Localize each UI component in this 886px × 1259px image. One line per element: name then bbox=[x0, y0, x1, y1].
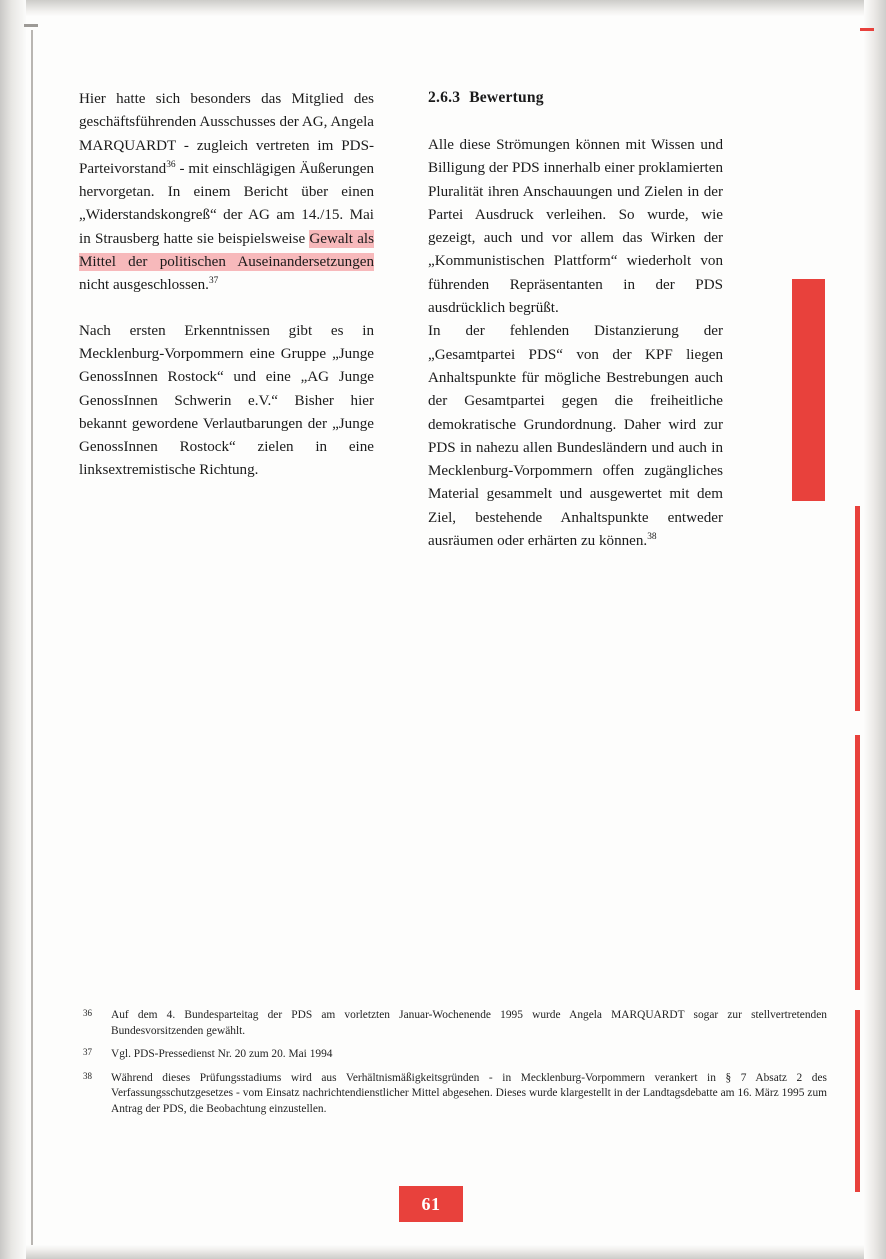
footnote-number: 37 bbox=[83, 1047, 92, 1058]
footnotes-block bbox=[79, 1008, 827, 1126]
page-number-badge: 61 bbox=[399, 1186, 463, 1222]
right-text-column bbox=[428, 88, 723, 553]
section-number: 2.6.3 bbox=[428, 89, 461, 106]
footnote-text: Auf dem 4. Bundesparteitag der PDS am vorletzten Januar-Wochenende 1995 wurde Angela MARQUARDT sogar zur stellvertretenden Bundesvorsitzenden gewählt. bbox=[111, 1009, 827, 1037]
footnote-text: Während dieses Prüfungsstadiums wird aus Verhältnismäßigkeitsgründen - in Mecklenburg-Vorpommern verankert in § 7 Absatz 2 des Verfassungsschutzgesetzes - vom Einsatz nachrichtendienstlicher Mittel abgesehen. Dieses wurde klargestellt in der Landtagsdebatte am 16. März 1995 zum Antrag der PDS, die Beobachtung einzustellen. bbox=[111, 1071, 827, 1115]
footnote bbox=[79, 1008, 827, 1039]
highlighted-text: Gewalt als Mittel der politischen Auseinandersetzungen bbox=[79, 230, 374, 271]
paragraph: In der fehlenden Distanzierung der „Gesamtpartei PDS“ von der KPF liegen Anhaltspunkte für mögliche Bestrebungen auch der Gesamtpartei gegen die freiheitliche demokratische Grundordnung. Daher wird zur PDS in nahezu allen Bundesländern und auch in Mecklenburg-Vorpommern offen zugängliches Material gesammelt und ausgewertet mit dem Ziel, bestehende Anhaltspunkte entweder ausräumen oder erhärten zu können.$^{38}$ bbox=[428, 323, 723, 550]
footnote-text: Vgl. PDS-Pressedienst Nr. 20 zum 20. Mai 1994 bbox=[111, 1048, 333, 1061]
footnote bbox=[79, 1071, 827, 1118]
footnote-reference: 38 bbox=[647, 532, 657, 543]
paragraph: Nach ersten Erkenntnissen gibt es in Mecklenburg-Vorpommern eine Gruppe „Junge GenossInnen Rostock“ und eine „AG Junge GenossInnen Schwerin e.V.“ Bisher hier bekannt gewordene Verlautbarungen der „Junge GenossInnen Rostock“ zielen in eine linksextremistische Richtung. bbox=[79, 322, 374, 479]
section-heading bbox=[428, 88, 723, 108]
footnote bbox=[79, 1047, 827, 1063]
footnote-reference: 37 bbox=[208, 276, 219, 287]
footnote-reference: 36 bbox=[166, 159, 176, 170]
footnote-number: 38 bbox=[83, 1070, 92, 1081]
paragraph: Hier hatte sich besonders das Mitglied des geschäftsführenden Ausschusses der AG, Angela MARQUARDT - zugleich vertreten im PDS-Parteivorstand$^{36}$ - mit einschlägigen Äußerungen hervorgetan. In einem Bericht über einen „Widerstandskongreß“ der AG am 14./15. Mai in Strausberg hatte sie beispielsweise Gewalt als Mittel der politischen Auseinandersetzungen nicht ausgeschlossen.$^{37}$ bbox=[79, 91, 374, 294]
footnote-number: 36 bbox=[83, 1008, 92, 1018]
paragraph: Alle diese Strömungen können mit Wissen und Billigung der PDS innerhalb einer proklamierten Pluralität ihren Anschauungen und Zielen in der Partei Ausdruck verleihen. So wurde, wie gezeigt, auch und vor allem das Wirken der „Kommunistischen Plattform“ wiederholt von führenden Repräsentanten in der PDS ausdrücklich begrüßt. bbox=[428, 137, 723, 317]
left-text-column bbox=[79, 88, 374, 483]
section-title: Bewertung bbox=[469, 89, 544, 106]
